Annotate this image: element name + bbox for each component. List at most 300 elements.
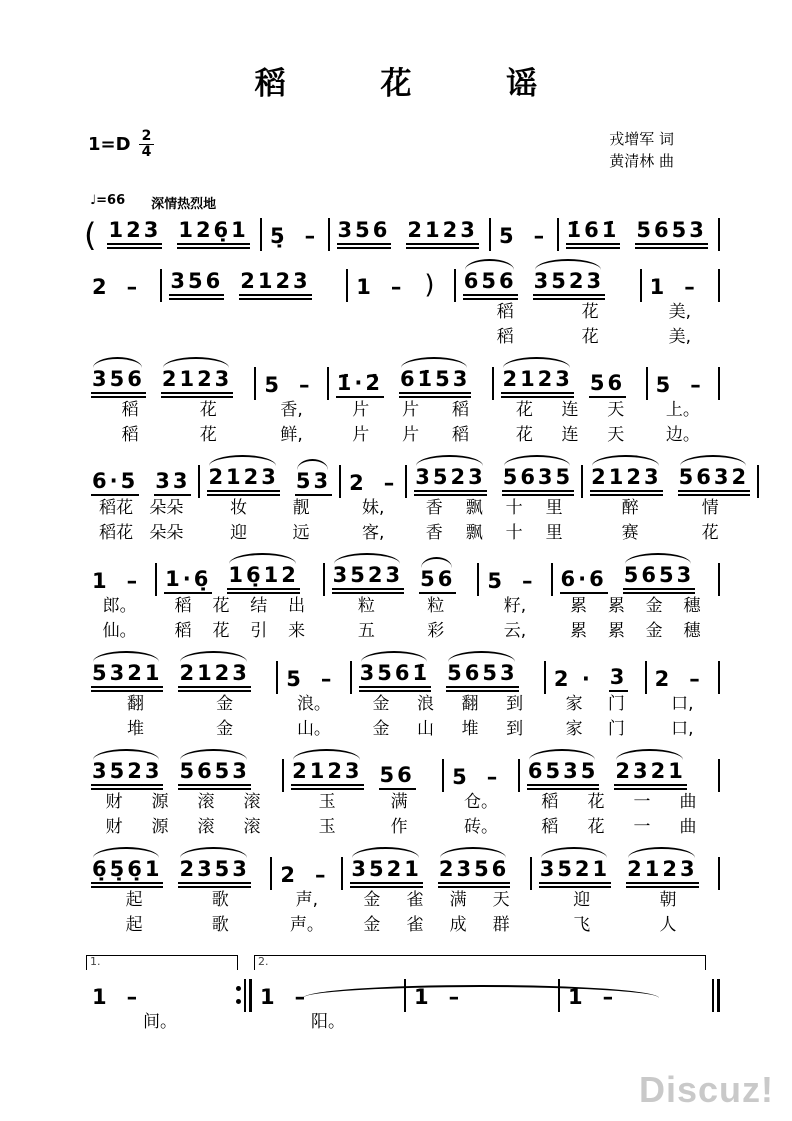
notes-row (501, 367, 638, 398)
lyric-syllable: 曲 (679, 816, 697, 837)
note-group: 2123 (207, 467, 279, 496)
note-group: – (448, 984, 463, 1009)
measure (84, 857, 270, 938)
lyric-syllable: 仓。 (464, 791, 499, 812)
system-9 (84, 955, 720, 1035)
lyricist: 戎增军 词 (609, 130, 674, 148)
lyric-syllable: 家 (565, 693, 583, 714)
lyric-syllable: 稻花 (99, 497, 134, 518)
measures-row (84, 465, 759, 546)
lyric-syllable: 迎 (230, 522, 248, 543)
lyric-syllable: 起 (125, 889, 143, 910)
notes-row (649, 269, 711, 300)
note-group: 2 (280, 862, 298, 887)
note-group: 1·6̣ (164, 569, 212, 594)
lyric-syllable: 滚 (197, 816, 215, 837)
lyrics-verse-2 (501, 423, 638, 448)
composer: 黄清林 曲 (609, 151, 674, 170)
note-group: – (390, 274, 405, 299)
lyric-syllable: 妆 (230, 497, 248, 518)
lyric-syllable: 浪 (416, 693, 434, 714)
lyrics-verse-2 (91, 325, 153, 350)
lyrics-verse-1 (654, 692, 711, 717)
measure (100, 218, 259, 249)
lyric-syllable: 稻 (452, 424, 469, 445)
repeat-dots (236, 982, 241, 1008)
lyrics-verse-2 (91, 423, 247, 448)
lyric-syllable: 边。 (665, 424, 700, 445)
note-group: 2 (92, 274, 110, 299)
lyric-syllable: 美, (668, 326, 692, 347)
barline-thick (717, 979, 720, 1012)
lyric-syllable: 花 (581, 326, 599, 347)
lyrics-verse-1 (164, 594, 315, 619)
lyric-syllable: 堆 (461, 718, 479, 739)
lyrics-verse-2 (263, 423, 319, 448)
lyric-syllable: 花 (212, 595, 230, 616)
note-group: 3521 (350, 859, 422, 888)
lyric-syllable: 里 (545, 497, 563, 518)
lyrics-verse-2 (553, 717, 638, 742)
lyrics-verse-1 (567, 1010, 705, 1035)
note-group: 1 (649, 274, 668, 299)
repeat-end-barline (236, 979, 252, 1012)
measure (341, 465, 405, 546)
note-group: 3523 (332, 565, 404, 594)
lyric-syllable: 片 (352, 399, 370, 420)
lyrics-verse-1 (359, 692, 537, 717)
lyric-syllable: 源 (151, 791, 169, 812)
barline (718, 661, 720, 694)
lyric-syllable: 穗 (683, 595, 701, 616)
lyric-syllable: 花 (515, 424, 533, 445)
lyrics-verse-1 (91, 496, 191, 521)
lyric-syllable: 一 (633, 816, 651, 837)
system-2 (84, 269, 720, 350)
lyric-syllable: 连 (561, 424, 579, 445)
lyric-syllable: 郎。 (102, 595, 137, 616)
measure-group (84, 563, 720, 644)
lyrics-verse-2 (207, 521, 332, 546)
measure (348, 269, 454, 350)
note-group: 6535 (527, 761, 599, 790)
note-group: 61̇53 (399, 369, 471, 398)
lyrics-verse-1 (655, 398, 711, 423)
notes-row (539, 857, 711, 888)
lyric-syllable: 醉 (621, 497, 639, 518)
lyrics-verse-1 (259, 1010, 397, 1035)
lyric-syllable: 金 (645, 595, 663, 616)
lyric-syllable: 出 (288, 595, 306, 616)
barline (757, 465, 759, 498)
note-group: 3523 (91, 761, 163, 790)
lyric-syllable: 远 (292, 522, 310, 543)
meta-row (88, 129, 674, 173)
note-group: – (486, 764, 501, 789)
note-group: 123 (107, 220, 162, 249)
notes-row (655, 367, 711, 398)
lyric-syllable: 翻 (127, 693, 145, 714)
lyrics-verse-1 (590, 496, 750, 521)
lyric-syllable: 满 (449, 889, 467, 910)
barline-thin (244, 979, 246, 1012)
lyric-syllable: 花 (701, 522, 719, 543)
lyric-syllable: 口, (671, 718, 694, 739)
lyrics-verse-1 (413, 1010, 551, 1035)
lyric-syllable: 金 (216, 718, 234, 739)
measure (532, 857, 718, 938)
note-group: 16̣12 (227, 565, 299, 594)
lyric-syllable: 金 (372, 718, 390, 739)
note-group: 2123 (178, 663, 250, 692)
note-group: – (689, 666, 703, 691)
note-group: – (314, 862, 329, 887)
measure (583, 465, 757, 546)
measure (330, 218, 489, 249)
note-group: – (294, 984, 309, 1009)
measure (84, 563, 155, 644)
lyrics-verse-1 (560, 594, 711, 619)
note-group: – (602, 984, 617, 1009)
notes-row (451, 759, 511, 790)
lyric-syllable: 片 (352, 424, 370, 445)
measure (272, 857, 341, 938)
measures-row (84, 661, 720, 742)
note-group: 1̇·2̇ (336, 373, 384, 398)
key-time-signature (88, 129, 154, 159)
lyric-syllable: 滚 (243, 791, 261, 812)
note-group: 2123 (239, 271, 311, 300)
notes-row (91, 269, 153, 300)
lyric-syllable: 作 (390, 816, 408, 837)
notes-row (91, 857, 263, 888)
lyrics-verse-1 (553, 692, 638, 717)
notes-row (107, 218, 252, 249)
lyric-syllable: 花 (199, 399, 217, 420)
barline (718, 218, 720, 251)
lyric-syllable: 声, (295, 889, 319, 910)
note-group: 5 (264, 372, 282, 397)
measure (84, 759, 282, 840)
barline (718, 269, 720, 302)
lyrics-verse-2 (91, 815, 275, 840)
lyric-syllable: 阳。 (311, 1011, 345, 1032)
notes-row (263, 367, 319, 398)
lyric-syllable: 金 (363, 889, 381, 910)
final-barline (712, 979, 720, 1012)
note-group: 2 (654, 666, 673, 691)
measure-group (84, 857, 720, 938)
measure (444, 759, 518, 840)
note-group: 2123 (406, 220, 478, 249)
volta-label: 1. (90, 954, 101, 968)
measure (256, 367, 326, 448)
lyric-syllable: 翻 (461, 693, 479, 714)
measures-row (84, 269, 720, 350)
note-group: – (522, 568, 536, 593)
lyric-syllable: 家 (565, 718, 583, 739)
lyrics-verse-1 (91, 300, 153, 325)
measure-group (84, 661, 720, 742)
lyric-syllable: 门 (607, 693, 625, 714)
measures-row (100, 218, 720, 251)
note-group: 2123 (626, 859, 698, 888)
lyric-syllable: 人 (659, 914, 677, 935)
lyric-syllable: 金 (363, 914, 381, 935)
lyric-syllable: 彩 (427, 620, 445, 641)
measure (84, 661, 276, 742)
lyrics-verse-1 (332, 594, 471, 619)
lyric-syllable: 妹, (361, 497, 385, 518)
note-group: 2123 (501, 369, 573, 398)
lyrics-verse-1 (336, 398, 486, 423)
notes-row (336, 367, 486, 398)
note-group: – (533, 223, 548, 248)
lyrics-verse-2 (91, 619, 148, 644)
note-group: 56 (379, 765, 416, 790)
lyric-syllable: 起 (125, 914, 143, 935)
note-group: 6·5 (91, 471, 139, 496)
time-signature (139, 129, 155, 159)
notes-row (590, 465, 750, 496)
lyrics-verse-2 (463, 325, 633, 350)
lyric-syllable: 粒 (427, 595, 445, 616)
note-group: – (298, 372, 313, 397)
lyrics-verse-1 (207, 496, 332, 521)
lyric-syllable: 财 (105, 791, 123, 812)
lyric-syllable: 飞 (573, 914, 591, 935)
lyric-syllable: 金 (216, 693, 234, 714)
expression-marking: 深情热烈地 (151, 196, 217, 212)
lyrics-verse-1 (451, 790, 511, 815)
discuz-watermark: Discuz! (638, 1069, 774, 1110)
note-group: 33 (154, 471, 191, 496)
measure (84, 465, 198, 546)
note-group: 1̇61̇ (566, 220, 621, 249)
measure (84, 367, 254, 448)
notes-row (332, 563, 471, 594)
note-group: 1 (92, 568, 110, 593)
lyrics-verse-2 (355, 325, 447, 350)
lyric-syllable: 雀 (406, 889, 424, 910)
lyrics-verse-2 (654, 717, 711, 742)
lyrics-verse-1 (91, 594, 148, 619)
note-group: 3 (609, 667, 629, 692)
lyric-syllable: 山 (416, 718, 434, 739)
measure-group (84, 759, 720, 840)
note-group: 2353 (178, 859, 250, 888)
note-group: 5 (655, 372, 674, 397)
lyric-syllable: 成 (449, 914, 467, 935)
measure (642, 269, 718, 350)
lyric-syllable: 花 (581, 301, 599, 322)
notes-row (285, 661, 342, 692)
note-group: 2321 (614, 761, 686, 790)
measure (407, 465, 581, 546)
note-group: 356 (91, 369, 146, 398)
note-group: 1 (568, 984, 586, 1009)
notes-row (279, 857, 334, 888)
system-3 (84, 367, 720, 448)
measure (560, 979, 712, 1035)
ending-group-1. (84, 955, 252, 1035)
lyrics-verse-1 (291, 790, 435, 815)
note-group: – (684, 274, 698, 299)
lyrics-verse-2 (359, 717, 537, 742)
note-group: – (126, 568, 141, 593)
measure (546, 661, 645, 742)
notes-row (414, 465, 574, 496)
note-group: 1 (356, 274, 374, 299)
lyric-syllable: 里 (545, 522, 563, 543)
measure (84, 979, 236, 1035)
lyrics-verse-1 (486, 594, 543, 619)
lyric-syllable: 歌 (211, 889, 229, 910)
notes-row (527, 759, 711, 790)
notes-row (486, 563, 543, 594)
measure-group (84, 269, 720, 350)
note-group: 5̣ (269, 223, 288, 248)
note-group: 5635 (502, 467, 574, 496)
measure (456, 269, 640, 350)
note-group: 656 (463, 271, 518, 300)
notes-row (498, 218, 550, 249)
lyric-syllable: 香 (425, 497, 443, 518)
note-group: 6·6 (560, 569, 608, 594)
measure-group (84, 465, 759, 546)
measure (262, 218, 328, 249)
notes-row (560, 563, 711, 594)
lyrics-verse-2 (527, 815, 711, 840)
system-1 (84, 215, 720, 254)
lyric-syllable: 天 (607, 424, 625, 445)
note-group: 126̣1 (177, 220, 249, 249)
lyric-syllable: 上。 (665, 399, 700, 420)
lyrics-verse-2 (91, 913, 263, 938)
lyrics-verse-1 (169, 300, 339, 325)
lyric-syllable: 香 (425, 522, 443, 543)
notes-row (553, 661, 638, 692)
lyrics-verse-2 (655, 423, 711, 448)
measure (278, 661, 349, 742)
lyric-syllable: 十 (505, 497, 523, 518)
notes-row (207, 465, 332, 496)
measures-row (84, 367, 720, 448)
lyric-syllable: 籽, (503, 595, 527, 616)
note-group: 3523 (533, 271, 605, 300)
note-group: 5653 (178, 761, 250, 790)
tempo-row (90, 193, 792, 212)
lyric-syllable: 天 (607, 399, 625, 420)
note-group: 2 (349, 470, 367, 495)
credits (609, 129, 674, 173)
note-group: 356 (337, 220, 392, 249)
notes-row (359, 661, 537, 692)
lyrics-verse-2 (279, 913, 334, 938)
note-group: 1 (260, 984, 278, 1009)
system-5 (84, 563, 720, 644)
note-group: 5 (499, 223, 517, 248)
measure (479, 563, 550, 644)
lyrics-verse-2 (285, 717, 342, 742)
time-denominator: 4 (141, 143, 152, 160)
note-group: 5653 (446, 663, 518, 692)
lyric-syllable: 稻 (174, 620, 192, 641)
lyrics-verse-1 (91, 790, 275, 815)
note-group: 5653 (623, 565, 695, 594)
lyric-syllable: 累 (569, 595, 587, 616)
notes-row (91, 563, 148, 594)
notes-row (337, 218, 482, 249)
lyric-syllable: 歌 (211, 914, 229, 935)
lyrics-verse-1 (285, 692, 342, 717)
measure (325, 563, 478, 644)
measure (520, 759, 718, 840)
system-4 (84, 464, 750, 546)
lyric-syllable: 花 (212, 620, 230, 641)
lyrics-verse-2 (486, 619, 543, 644)
measures-row (84, 563, 720, 644)
lyric-syllable: 口, (671, 693, 694, 714)
barline-thin (712, 979, 714, 1012)
note-group: 56 (419, 569, 456, 594)
lyric-syllable: 花 (515, 399, 533, 420)
lyrics-verse-2 (560, 619, 711, 644)
lyric-syllable: 稻 (496, 301, 514, 322)
intro-open-paren: ( (84, 215, 97, 254)
tempo-marking: ♩=66 (90, 192, 126, 208)
lyrics-verse-2 (649, 325, 711, 350)
note-group: 2123 (291, 761, 363, 790)
lyric-syllable: 情 (701, 497, 719, 518)
measures-row (84, 759, 720, 840)
lyric-syllable: 累 (607, 595, 625, 616)
lyric-syllable: 雀 (406, 914, 424, 935)
lyric-syllable: 朝 (659, 889, 677, 910)
barline (718, 563, 720, 596)
barline (718, 367, 720, 400)
lyric-syllable: 稻 (496, 326, 514, 347)
measure (491, 218, 557, 249)
lyric-syllable: 稻 (541, 816, 559, 837)
lyrics-verse-1 (355, 300, 447, 325)
lyric-syllable: 云, (503, 620, 527, 641)
note-group: – (383, 470, 398, 495)
lyric-syllable: 天 (492, 889, 510, 910)
note-group: – (304, 223, 319, 248)
lyric-syllable: 累 (569, 620, 587, 641)
lyric-syllable: 玉 (318, 816, 336, 837)
note-group: 1 (414, 984, 432, 1009)
song-title: 稻 花 谣 (254, 66, 580, 102)
lyric-syllable: 鲜, (280, 424, 303, 445)
lyric-syllable: 连 (561, 399, 579, 420)
lyrics-verse-2 (414, 521, 574, 546)
lyrics-verse-1 (348, 496, 398, 521)
score (84, 215, 750, 1035)
barline (718, 759, 720, 792)
note-group: – (320, 666, 335, 691)
lyrics-verse-2 (451, 815, 511, 840)
system-6 (84, 661, 720, 742)
lyric-syllable: 来 (288, 620, 306, 641)
lyrics-verse-2 (169, 325, 339, 350)
note-group: 2123 (590, 467, 662, 496)
lyrics-verse-2 (590, 521, 750, 546)
lyric-syllable: 群 (492, 914, 510, 935)
lyric-syllable: 滚 (243, 816, 261, 837)
note-group: 5632 (678, 467, 750, 496)
